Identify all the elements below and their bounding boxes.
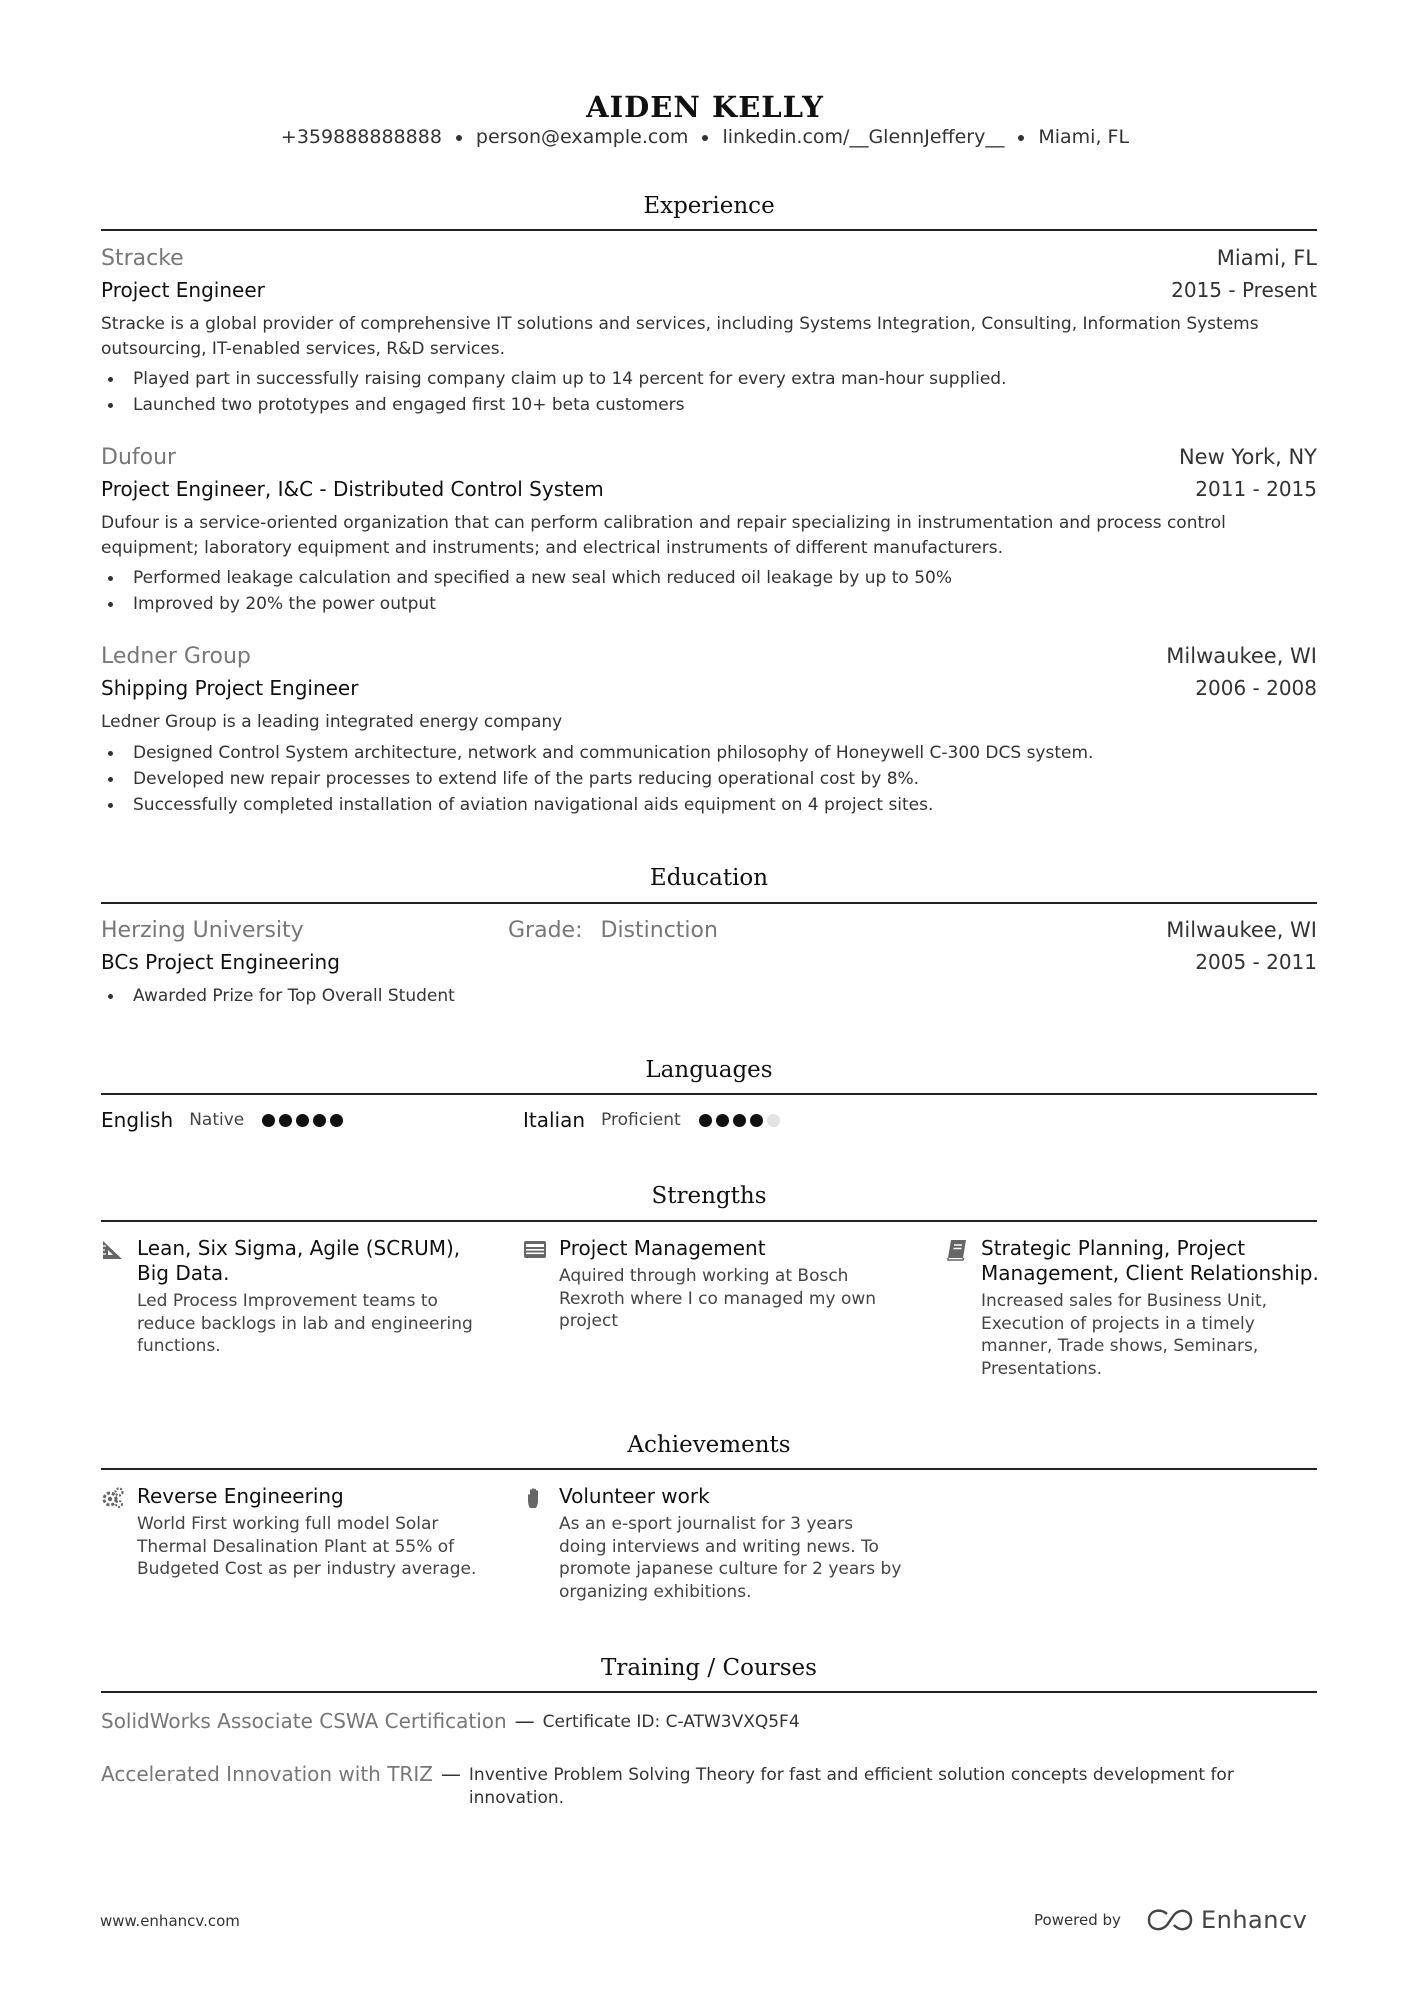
strength-text: Aquired through working at Bosch Rexroth where I co managed my own project	[559, 1266, 877, 1331]
job-role: Shipping Project Engineer	[101, 676, 359, 700]
strength-text: Led Process Improvement teams to reduce backlogs in lab and engineering functions.	[137, 1291, 473, 1356]
job-company: Dufour	[101, 445, 177, 470]
rating-dot-filled	[716, 1114, 729, 1127]
job-bullets	[101, 565, 1317, 617]
job-dates: 2006 - 2008	[1195, 676, 1317, 700]
linkedin[interactable]: linkedin.com/__GlennJeffery__	[722, 126, 1005, 148]
hand-icon	[523, 1486, 547, 1510]
newspaper-icon	[523, 1238, 547, 1262]
section-title-languages: Languages	[645, 1057, 773, 1083]
rating-dot-filled	[330, 1114, 343, 1127]
language-rating	[699, 1114, 780, 1127]
list-item: Designed Control System architecture, network and communication philosophy of Honeywell C-300 DCS system.	[101, 740, 1317, 766]
section-divider	[101, 1093, 1317, 1095]
achievement-text: As an e-sport journalist for 3 years doing interviews and writing news. To promote japanese culture for 2 years by organizing exhibitions.	[559, 1514, 902, 1602]
footer-website[interactable]: www.enhancv.com	[100, 1912, 240, 1930]
job-location: Milwaukee, WI	[1166, 644, 1317, 668]
job-role: Project Engineer, I&C - Distributed Control System	[101, 477, 604, 501]
achievement-title: Reverse Engineering	[137, 1484, 344, 1508]
language-level: Proficient	[601, 1110, 681, 1130]
language-item-italian	[523, 1108, 780, 1132]
education-school: Herzing University	[101, 918, 304, 943]
rating-dot-filled	[279, 1114, 292, 1127]
section-divider	[101, 1468, 1317, 1470]
job-company: Stracke	[101, 246, 184, 271]
job-dates: 2015 - Present	[1171, 278, 1317, 302]
section-title-training: Training / Courses	[601, 1655, 817, 1681]
job-header	[101, 246, 1317, 271]
job-header	[101, 445, 1317, 470]
list-item: Successfully completed installation of aviation navigational aids equipment on 4 project sites.	[101, 792, 1317, 818]
job-dates: 2011 - 2015	[1195, 477, 1317, 501]
list-item: Developed new repair processes to extend life of the parts reducing operational cost by 8%.	[101, 766, 1317, 792]
achievement-title: Volunteer work	[559, 1484, 710, 1508]
education-bullets	[101, 983, 1317, 1009]
gears-icon	[101, 1486, 125, 1510]
separator-dot	[456, 135, 462, 141]
rating-dot-filled	[750, 1114, 763, 1127]
contact-line	[0, 126, 1410, 148]
brand-name[interactable]: Enhancv	[1200, 1906, 1308, 1934]
separator-dot	[1018, 135, 1024, 141]
list-item: Launched two prototypes and engaged first 10+ beta customers	[101, 392, 1317, 418]
course-title: Accelerated Innovation with TRIZ	[101, 1762, 433, 1786]
job-description: Dufour is a service-oriented organization that can perform calibration and repair specializing in instrumentation and process control equipment; laboratory equipment and instruments; and electrical instruments of different manufacturers.	[101, 513, 1226, 558]
ruler-triangle-icon	[101, 1238, 125, 1262]
education-location: Milwaukee, WI	[1166, 918, 1317, 942]
job-location: Miami, FL	[1216, 246, 1317, 270]
list-item: Performed leakage calculation and specified a new seal which reduced oil leakage by up to 50%	[101, 565, 1317, 591]
strength-title: Lean, Six Sigma, Agile (SCRUM), Big Data.	[137, 1236, 461, 1285]
rating-dot-empty	[767, 1114, 780, 1127]
strength-title: Project Management	[559, 1236, 766, 1260]
strength-text: Increased sales for Business Unit, Execution of projects in a timely manner, Trade shows, Seminars, Presentations.	[981, 1291, 1268, 1379]
list-item: Played part in successfully raising company claim up to 14 percent for every extra man-hour supplied.	[101, 366, 1317, 392]
strength-card	[523, 1236, 903, 1333]
language-name: Italian	[523, 1108, 586, 1132]
rating-dot-filled	[733, 1114, 746, 1127]
education-header	[101, 918, 1317, 943]
course-item	[101, 1709, 1317, 1734]
strength-title: Strategic Planning, Project Management, Client Relationship.	[981, 1236, 1319, 1285]
education-dates: 2005 - 2011	[1195, 950, 1317, 974]
job-subheader	[101, 477, 1317, 501]
section-title-achievements: Achievements	[627, 1432, 791, 1458]
language-rating	[262, 1114, 343, 1127]
rating-dot-filled	[313, 1114, 326, 1127]
list-item: Improved by 20% the power output	[101, 591, 1317, 617]
course-description: Certificate ID: C-ATW3VXQ5F4	[542, 1712, 800, 1732]
job-location: New York, NY	[1178, 445, 1317, 469]
job-bullets	[101, 366, 1317, 418]
achievement-card	[523, 1484, 903, 1603]
job-subheader	[101, 278, 1317, 302]
course-title: SolidWorks Associate CSWA Certification	[101, 1709, 507, 1733]
section-divider	[101, 1220, 1317, 1222]
strength-card	[101, 1236, 481, 1358]
language-item-english	[101, 1108, 343, 1132]
job-subheader	[101, 676, 1317, 700]
book-icon	[945, 1238, 969, 1262]
section-divider	[101, 1691, 1317, 1693]
rating-dot-filled	[699, 1114, 712, 1127]
footer-branding	[1034, 1906, 1307, 1934]
powered-by-label: Powered by	[1034, 1911, 1121, 1929]
section-title-strengths: Strengths	[651, 1183, 767, 1209]
achievement-text: World First working full model Solar Thermal Desalination Plant at 55% of Budgeted Cost as per industry average.	[137, 1514, 477, 1579]
strength-card	[945, 1236, 1325, 1380]
course-dash: —	[440, 1762, 461, 1786]
job-company: Ledner Group	[101, 644, 251, 669]
course-item	[101, 1762, 1317, 1809]
job-bullets	[101, 740, 1317, 818]
education-grade-label: Grade:	[508, 918, 583, 943]
list-item: Awarded Prize for Top Overall Student	[101, 983, 1317, 1009]
job-description: Stracke is a global provider of comprehensive IT solutions and services, including Systems Integration, Consulting, Information Systems outsourcing, IT-enabled services, R&D services.	[101, 314, 1259, 359]
education-grade: Distinction	[600, 918, 718, 943]
section-title-education: Education	[649, 865, 769, 891]
section-divider	[101, 229, 1317, 231]
language-level: Native	[189, 1110, 245, 1130]
job-description: Ledner Group is a leading integrated energy company	[101, 712, 563, 732]
rating-dot-filled	[296, 1114, 309, 1127]
location: Miami, FL	[1038, 126, 1130, 148]
section-divider	[101, 902, 1317, 904]
phone[interactable]: +359888888888	[280, 126, 442, 148]
course-description: Inventive Problem Solving Theory for fast and efficient solution concepts development for innovation.	[468, 1765, 1234, 1808]
job-role: Project Engineer	[101, 278, 265, 302]
job-header	[101, 644, 1317, 669]
education-subheader	[101, 950, 1317, 974]
enhancv-logo-icon	[1147, 1908, 1193, 1932]
language-name: English	[101, 1108, 174, 1132]
course-dash: —	[514, 1709, 535, 1733]
achievement-card	[101, 1484, 481, 1581]
candidate-name: AIDEN KELLY	[586, 90, 824, 124]
section-title-experience: Experience	[643, 193, 775, 219]
email[interactable]: person@example.com	[475, 126, 689, 148]
rating-dot-filled	[262, 1114, 275, 1127]
education-degree: BCs Project Engineering	[101, 950, 340, 974]
separator-dot	[702, 135, 708, 141]
